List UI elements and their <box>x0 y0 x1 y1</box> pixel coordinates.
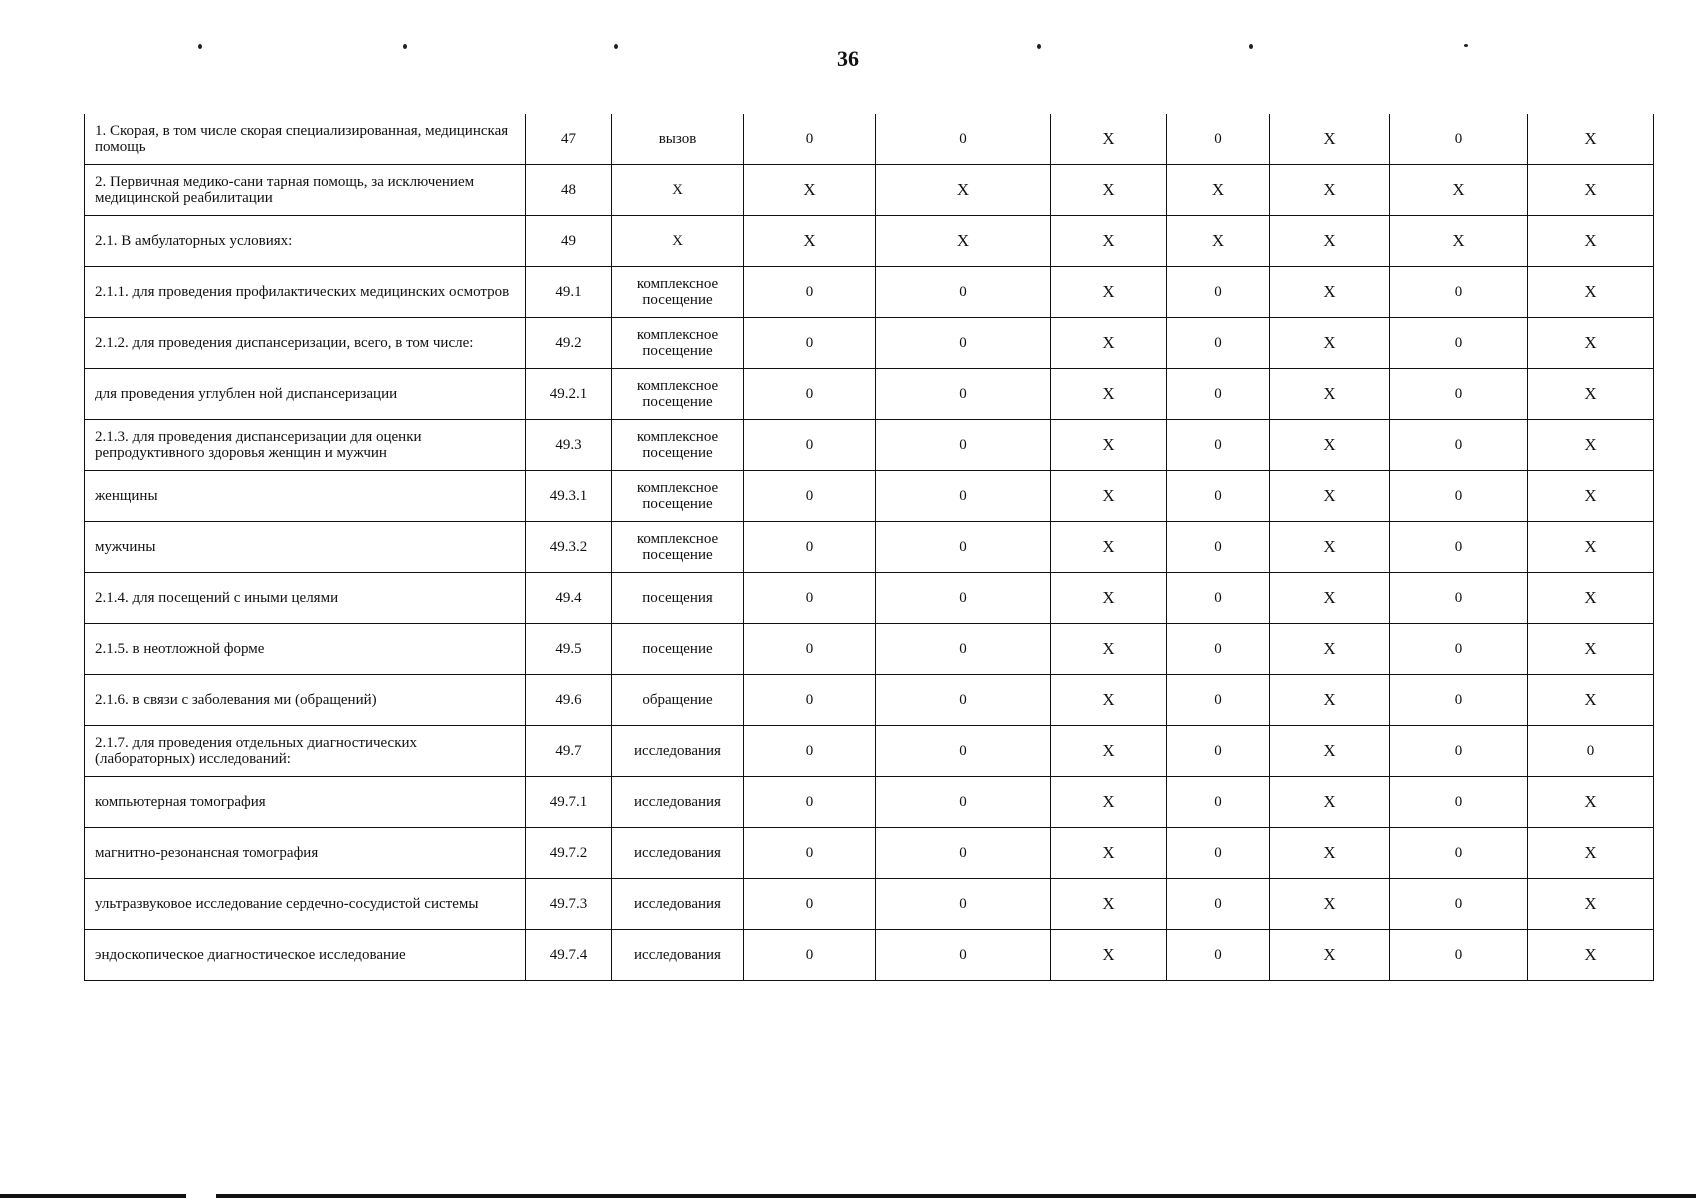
value-cell: 0 <box>1390 522 1528 573</box>
row-name-cell: 2.1.2. для проведения диспансеризации, всего, в том числе: <box>85 318 526 369</box>
scan-speck <box>1037 44 1041 49</box>
value-cell: 0 <box>1390 114 1528 165</box>
table-body <box>85 114 1654 981</box>
value-cell: 0 <box>1167 318 1270 369</box>
row-name-cell: 2.1.4. для посещений с иными целями <box>85 573 526 624</box>
value-cell: X <box>1051 216 1167 267</box>
value-cell: X <box>1270 420 1390 471</box>
row-code-cell: 49.4 <box>526 573 612 624</box>
value-cell: 0 <box>1390 828 1528 879</box>
value-cell: 0 <box>1167 777 1270 828</box>
row-code-cell: 47 <box>526 114 612 165</box>
table-row <box>85 879 1654 930</box>
value-cell: X <box>1051 165 1167 216</box>
row-name-cell: 2.1.5. в неотложной форме <box>85 624 526 675</box>
value-cell: 0 <box>876 114 1051 165</box>
value-cell: X <box>1270 318 1390 369</box>
row-code-cell: 49.7.1 <box>526 777 612 828</box>
value-cell: 0 <box>1390 675 1528 726</box>
row-code-cell: 49.6 <box>526 675 612 726</box>
value-cell: 0 <box>1167 624 1270 675</box>
row-name-cell: 2.1.3. для проведения диспансеризации для оценки репродуктивного здоровья женщин и мужчин <box>85 420 526 471</box>
value-cell: 0 <box>876 471 1051 522</box>
row-code-cell: 49.7.3 <box>526 879 612 930</box>
row-name-cell: мужчины <box>85 522 526 573</box>
value-cell: 0 <box>1390 879 1528 930</box>
value-cell: 0 <box>744 879 876 930</box>
table-row <box>85 726 1654 777</box>
scan-speck <box>614 44 618 49</box>
value-cell: 0 <box>876 573 1051 624</box>
row-name-cell: 1. Скорая, в том числе скорая специализированная, медицинская помощь <box>85 114 526 165</box>
value-cell: X <box>1528 114 1654 165</box>
value-cell: 0 <box>744 420 876 471</box>
table-row <box>85 573 1654 624</box>
value-cell: X <box>1528 879 1654 930</box>
value-cell: X <box>1270 114 1390 165</box>
row-code-cell: 49.2.1 <box>526 369 612 420</box>
value-cell: 0 <box>876 318 1051 369</box>
value-cell: 0 <box>1167 675 1270 726</box>
row-unit-cell: посещение <box>612 624 744 675</box>
row-unit-cell: комплексное посещение <box>612 318 744 369</box>
value-cell: X <box>1528 165 1654 216</box>
value-cell: 0 <box>876 828 1051 879</box>
value-cell: X <box>1051 369 1167 420</box>
row-unit-cell: X <box>612 216 744 267</box>
footer-rule-left <box>0 1194 186 1198</box>
row-unit-cell: исследования <box>612 828 744 879</box>
value-cell: X <box>744 216 876 267</box>
table-row <box>85 624 1654 675</box>
value-cell: X <box>1528 471 1654 522</box>
row-code-cell: 49.2 <box>526 318 612 369</box>
value-cell: X <box>1051 573 1167 624</box>
table-row <box>85 318 1654 369</box>
value-cell: X <box>1528 267 1654 318</box>
table-row <box>85 216 1654 267</box>
value-cell: 0 <box>876 879 1051 930</box>
value-cell: 0 <box>744 624 876 675</box>
table-row <box>85 828 1654 879</box>
row-unit-cell: комплексное посещение <box>612 471 744 522</box>
value-cell: 0 <box>1167 420 1270 471</box>
value-cell: 0 <box>1390 726 1528 777</box>
value-cell: X <box>1270 675 1390 726</box>
value-cell: 0 <box>744 828 876 879</box>
table-row <box>85 930 1654 981</box>
value-cell: X <box>1528 675 1654 726</box>
value-cell: X <box>1051 267 1167 318</box>
value-cell: 0 <box>876 267 1051 318</box>
value-cell: X <box>744 165 876 216</box>
row-name-cell: ультразвуковое исследование сердечно-сосудистой системы <box>85 879 526 930</box>
value-cell: X <box>1270 522 1390 573</box>
value-cell: X <box>1167 216 1270 267</box>
value-cell: 0 <box>876 675 1051 726</box>
row-name-cell: 2. Первичная медико-сани тарная помощь, за исключением медицинской реабилитации <box>85 165 526 216</box>
value-cell: X <box>1270 930 1390 981</box>
value-cell: X <box>1270 471 1390 522</box>
value-cell: X <box>1051 522 1167 573</box>
value-cell: X <box>1051 471 1167 522</box>
value-cell: X <box>1528 369 1654 420</box>
row-name-cell: 2.1.7. для проведения отдельных диагностических (лабораторных) исследований: <box>85 726 526 777</box>
page-number: 36 <box>837 46 859 71</box>
table-row <box>85 420 1654 471</box>
scan-speck <box>198 44 202 49</box>
value-cell: 0 <box>1167 369 1270 420</box>
value-cell: X <box>1528 318 1654 369</box>
table-row <box>85 675 1654 726</box>
value-cell: 0 <box>744 726 876 777</box>
value-cell: 0 <box>744 267 876 318</box>
value-cell: 0 <box>744 114 876 165</box>
row-code-cell: 49.3.2 <box>526 522 612 573</box>
row-name-cell: 2.1. В амбулаторных условиях: <box>85 216 526 267</box>
row-unit-cell: X <box>612 165 744 216</box>
row-name-cell: для проведения углублен ной диспансеризации <box>85 369 526 420</box>
value-cell: 0 <box>1167 828 1270 879</box>
value-cell: 0 <box>1390 369 1528 420</box>
footer-rule-right <box>216 1194 1696 1198</box>
value-cell: X <box>1270 726 1390 777</box>
row-code-cell: 49.3.1 <box>526 471 612 522</box>
value-cell: 0 <box>1390 318 1528 369</box>
row-name-cell: 2.1.6. в связи с заболевания ми (обращений) <box>85 675 526 726</box>
row-name-cell: магнитно-резонансная томография <box>85 828 526 879</box>
row-name-cell: компьютерная томография <box>85 777 526 828</box>
value-cell: X <box>1051 675 1167 726</box>
value-cell: 0 <box>744 675 876 726</box>
value-cell: 0 <box>1167 573 1270 624</box>
value-cell: 0 <box>1167 930 1270 981</box>
value-cell: 0 <box>744 318 876 369</box>
value-cell: X <box>1528 216 1654 267</box>
value-cell: X <box>1528 828 1654 879</box>
value-cell: 0 <box>744 522 876 573</box>
row-code-cell: 49.7.4 <box>526 930 612 981</box>
value-cell: X <box>1270 165 1390 216</box>
row-name-cell: женщины <box>85 471 526 522</box>
value-cell: 0 <box>1167 267 1270 318</box>
row-code-cell: 49.5 <box>526 624 612 675</box>
value-cell: 0 <box>876 369 1051 420</box>
row-name-cell: 2.1.1. для проведения профилактических медицинских осмотров <box>85 267 526 318</box>
table-row <box>85 114 1654 165</box>
value-cell: X <box>1051 777 1167 828</box>
value-cell: 0 <box>1167 879 1270 930</box>
value-cell: X <box>1270 369 1390 420</box>
value-cell: X <box>1051 624 1167 675</box>
value-cell: X <box>1270 267 1390 318</box>
row-unit-cell: комплексное посещение <box>612 267 744 318</box>
medical-care-volume-table <box>84 114 1654 981</box>
row-unit-cell: обращение <box>612 675 744 726</box>
row-unit-cell: комплексное посещение <box>612 522 744 573</box>
value-cell: 0 <box>876 522 1051 573</box>
scan-speck <box>403 44 407 49</box>
table-row <box>85 777 1654 828</box>
value-cell: 0 <box>1167 522 1270 573</box>
row-unit-cell: исследования <box>612 930 744 981</box>
value-cell: X <box>1390 165 1528 216</box>
scan-speck <box>1249 44 1253 49</box>
value-cell: X <box>1051 879 1167 930</box>
row-unit-cell: исследования <box>612 726 744 777</box>
value-cell: X <box>1528 573 1654 624</box>
value-cell: X <box>1270 624 1390 675</box>
table-row <box>85 369 1654 420</box>
value-cell: X <box>1528 420 1654 471</box>
value-cell: X <box>1270 777 1390 828</box>
value-cell: 0 <box>1390 267 1528 318</box>
row-code-cell: 49.1 <box>526 267 612 318</box>
value-cell: 0 <box>1390 624 1528 675</box>
value-cell: X <box>1270 879 1390 930</box>
row-code-cell: 48 <box>526 165 612 216</box>
value-cell: 0 <box>744 930 876 981</box>
value-cell: X <box>1270 216 1390 267</box>
value-cell: 0 <box>1390 777 1528 828</box>
value-cell: 0 <box>876 726 1051 777</box>
value-cell: X <box>1528 930 1654 981</box>
value-cell: 0 <box>1528 726 1654 777</box>
scan-speck <box>1464 44 1468 47</box>
value-cell: X <box>876 216 1051 267</box>
value-cell: X <box>876 165 1051 216</box>
value-cell: 0 <box>744 369 876 420</box>
table-row <box>85 471 1654 522</box>
row-code-cell: 49.3 <box>526 420 612 471</box>
value-cell: X <box>1528 624 1654 675</box>
value-cell: 0 <box>1390 471 1528 522</box>
row-code-cell: 49 <box>526 216 612 267</box>
value-cell: X <box>1390 216 1528 267</box>
value-cell: X <box>1051 726 1167 777</box>
value-cell: 0 <box>1167 471 1270 522</box>
value-cell: X <box>1270 828 1390 879</box>
value-cell: X <box>1051 930 1167 981</box>
value-cell: 0 <box>876 624 1051 675</box>
value-cell: 0 <box>1390 930 1528 981</box>
value-cell: X <box>1528 777 1654 828</box>
row-code-cell: 49.7.2 <box>526 828 612 879</box>
value-cell: 0 <box>1167 114 1270 165</box>
row-unit-cell: комплексное посещение <box>612 420 744 471</box>
value-cell: X <box>1051 318 1167 369</box>
value-cell: X <box>1270 573 1390 624</box>
value-cell: 0 <box>876 420 1051 471</box>
table-row <box>85 267 1654 318</box>
row-unit-cell: комплексное посещение <box>612 369 744 420</box>
value-cell: X <box>1051 114 1167 165</box>
value-cell: X <box>1051 420 1167 471</box>
value-cell: 0 <box>744 777 876 828</box>
value-cell: 0 <box>1167 726 1270 777</box>
table-row <box>85 522 1654 573</box>
value-cell: 0 <box>876 930 1051 981</box>
value-cell: X <box>1167 165 1270 216</box>
table-row <box>85 165 1654 216</box>
value-cell: 0 <box>1390 420 1528 471</box>
value-cell: X <box>1051 828 1167 879</box>
row-unit-cell: исследования <box>612 879 744 930</box>
value-cell: 0 <box>876 777 1051 828</box>
value-cell: X <box>1528 522 1654 573</box>
value-cell: 0 <box>744 471 876 522</box>
row-name-cell: эндоскопическое диагностическое исследование <box>85 930 526 981</box>
row-unit-cell: вызов <box>612 114 744 165</box>
row-unit-cell: посещения <box>612 573 744 624</box>
value-cell: 0 <box>1390 573 1528 624</box>
row-code-cell: 49.7 <box>526 726 612 777</box>
row-unit-cell: исследования <box>612 777 744 828</box>
value-cell: 0 <box>744 573 876 624</box>
